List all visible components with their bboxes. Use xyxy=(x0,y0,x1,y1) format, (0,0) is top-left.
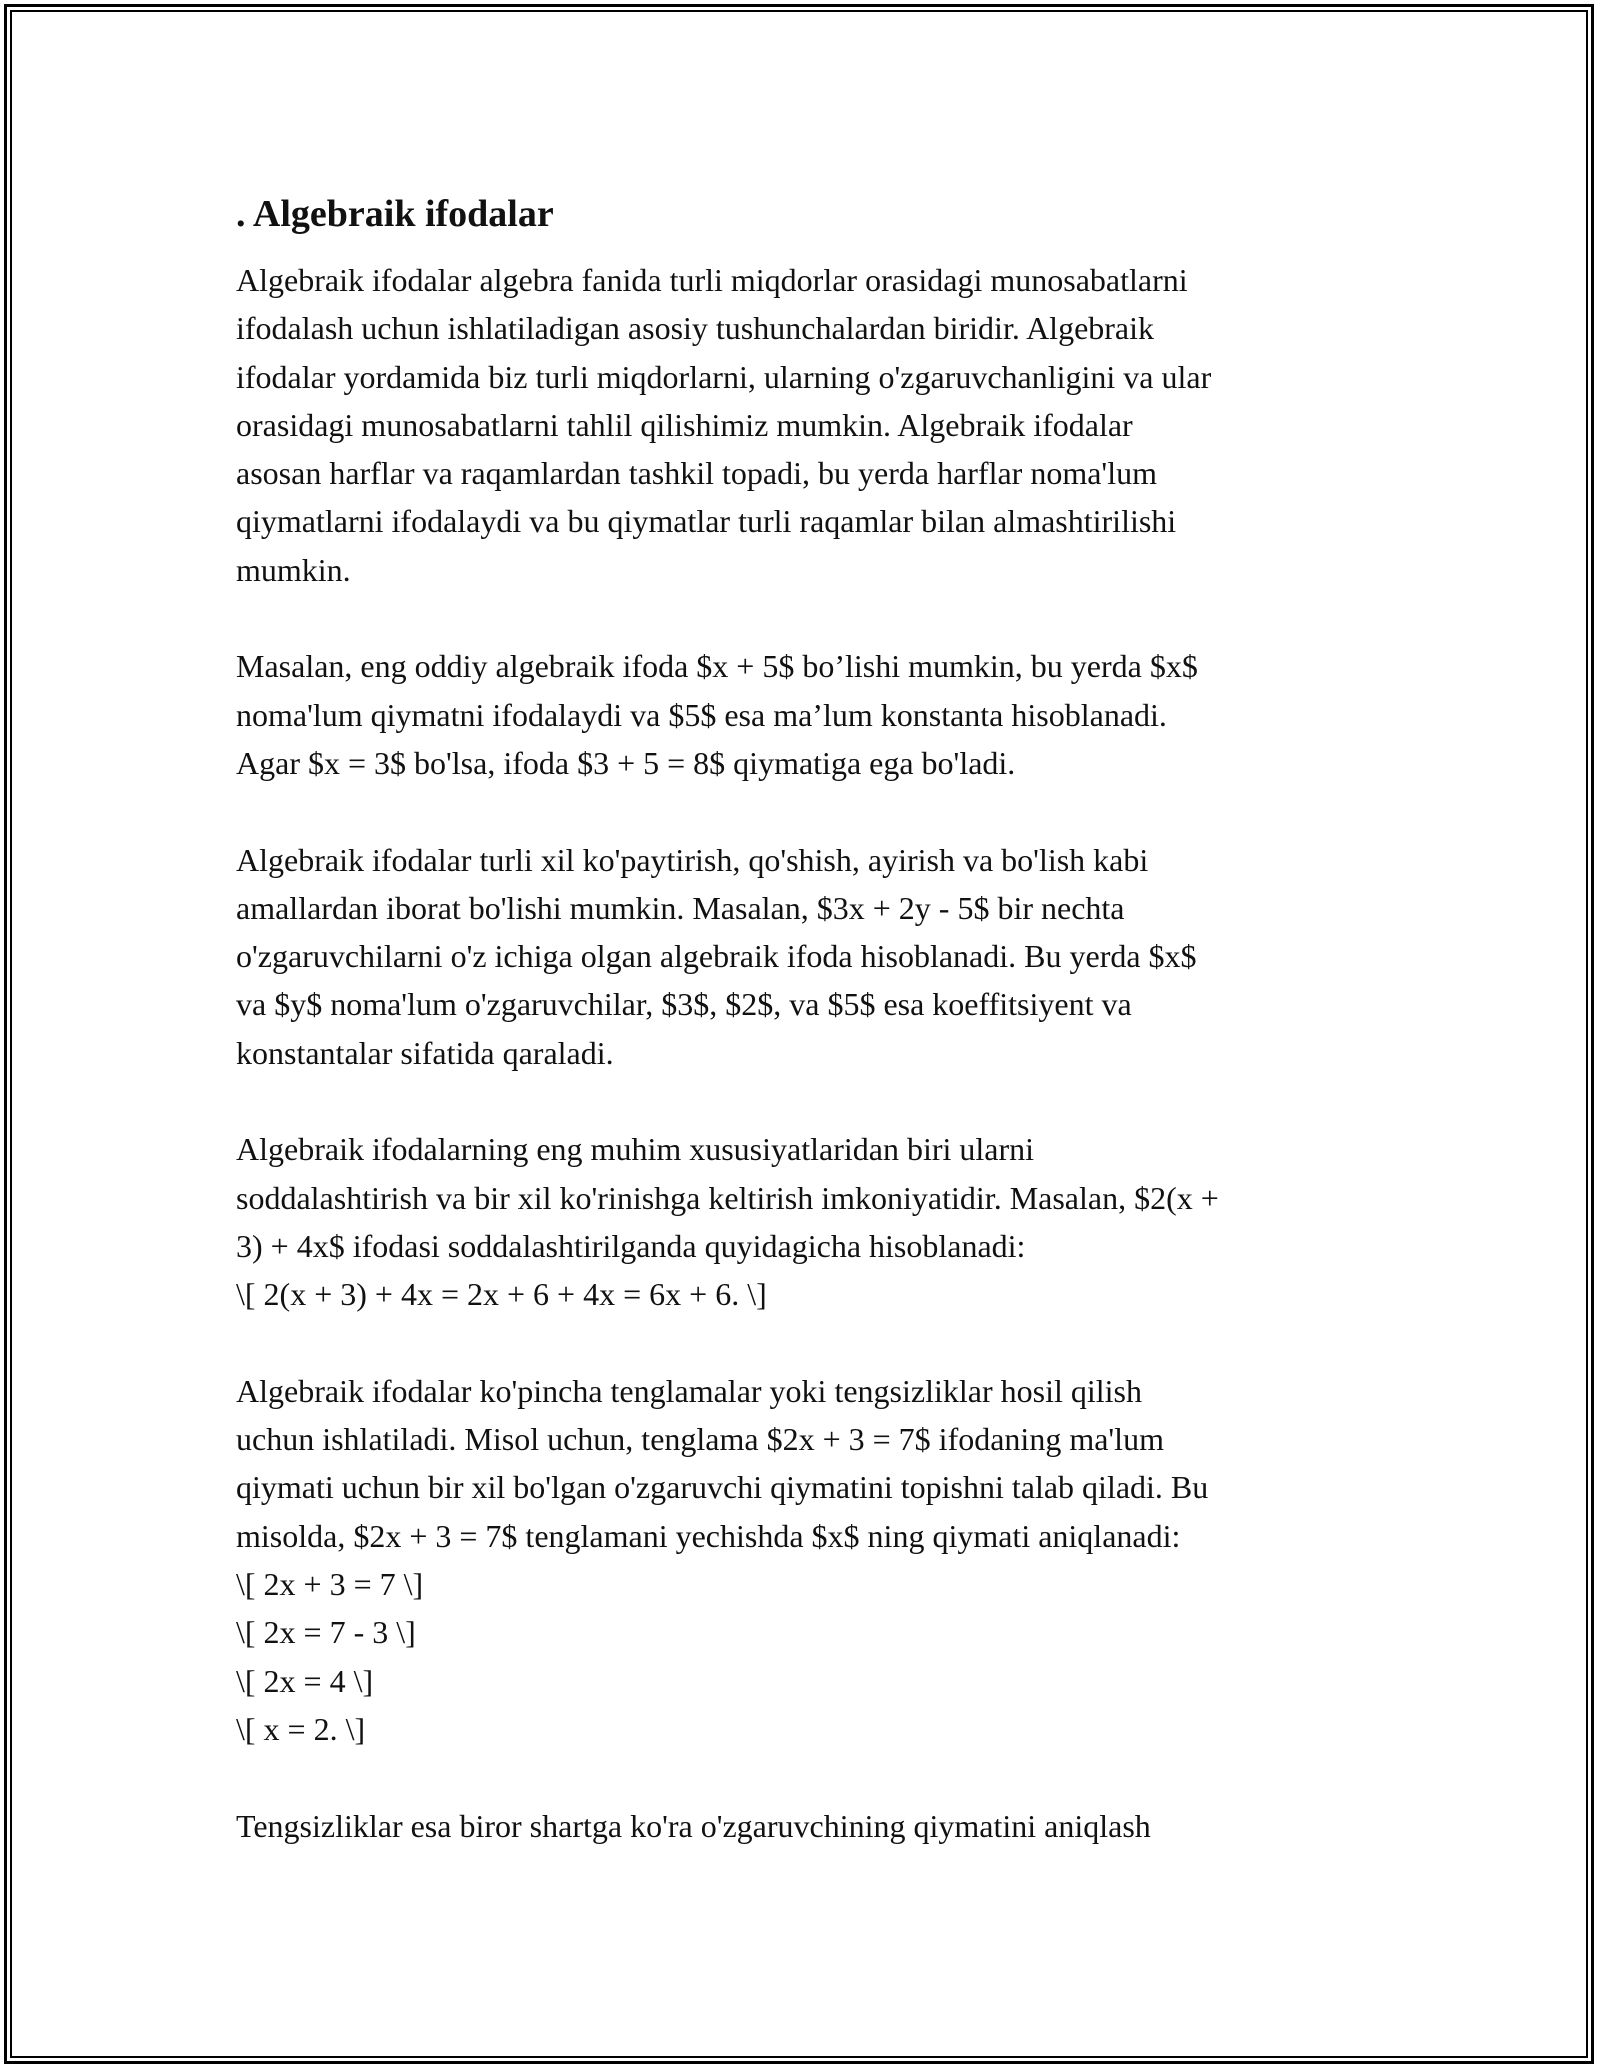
text-line: Masalan, eng oddiy algebraik ifoda $x + 5$ bo’lishi mumkin, bu yerda $x$ xyxy=(236,648,1198,685)
paragraph-container xyxy=(236,256,1376,1850)
text-line: ifodalash uchun ishlatiladigan asosiy tushunchalardan biridir. Algebraik xyxy=(236,310,1155,347)
text-line: Tengsizliklar esa biror shartga ko'ra o'zgaruvchining qiymatini aniqlash xyxy=(236,1807,1151,1844)
text-line: qiymatlarni ifodalaydi va bu qiymatlar turli raqamlar bilan almashtirilishi xyxy=(236,503,1177,540)
text-line: Agar $x = 3$ bo'lsa, ifoda $3 + 5 = 8$ qiymatiga ega bo'ladi. xyxy=(236,744,1016,781)
text-line: qiymati uchun bir xil bo'lgan o'zgaruvchi qiymatini topishni talab qiladi. Bu xyxy=(236,1469,1209,1506)
text-line: Algebraik ifodalar ko'pincha tenglamalar yoki tengsizliklar hosil qilish xyxy=(236,1372,1142,1409)
text-line: \[ 2(x + 3) + 4x = 2x + 6 + 4x = 6x + 6. \] xyxy=(236,1276,767,1313)
text-line: konstantalar sifatida qaraladi. xyxy=(236,1034,614,1071)
paragraph xyxy=(236,256,1376,594)
paragraph xyxy=(236,1367,1376,1753)
text-line: mumkin. xyxy=(236,551,351,588)
text-line: \[ 2x = 7 - 3 \] xyxy=(236,1614,416,1651)
paragraph xyxy=(236,1802,1376,1850)
text-line: o'zgaruvchilarni o'z ichiga olgan algebraik ifoda hisoblanadi. Bu yerda $x$ xyxy=(236,938,1197,975)
text-line: \[ x = 2. \] xyxy=(236,1710,366,1747)
text-line: Algebraik ifodalar turli xil ko'paytirish, qo'shish, ayirish va bo'lish kabi xyxy=(236,841,1149,878)
text-line: amallardan iborat bo'lishi mumkin. Masalan, $3x + 2y - 5$ bir nechta xyxy=(236,889,1125,926)
text-line: noma'lum qiymatni ifodalaydi va $5$ esa ma’lum konstanta hisoblanadi. xyxy=(236,696,1167,733)
text-line: uchun ishlatiladi. Misol uchun, tenglama $2x + 3 = 7$ ifodaning ma'lum xyxy=(236,1421,1164,1458)
paragraph xyxy=(236,1125,1376,1318)
text-line: orasidagi munosabatlarni tahlil qilishimiz mumkin. Algebraik ifodalar xyxy=(236,406,1133,443)
text-line: Algebraik ifodalar algebra fanida turli miqdorlar orasidagi munosabatlarni xyxy=(236,262,1188,298)
text-line: ifodalar yordamida biz turli miqdorlarni, ularning o'zgaruvchanligini va ular xyxy=(236,358,1212,395)
text-line: \[ 2x + 3 = 7 \] xyxy=(236,1566,424,1603)
paragraph xyxy=(236,836,1376,1077)
text-line: soddalashtirish va bir xil ko'rinishga keltirish imkoniyatidir. Masalan, $2(x + xyxy=(236,1179,1219,1216)
text-line: va $y$ noma'lum o'zgaruvchilar, $3$, $2$, va $5$ esa koeffitsiyent va xyxy=(236,986,1132,1023)
paragraph xyxy=(236,642,1376,787)
text-line: misolda, $2x + 3 = 7$ tenglamani yechishda $x$ ning qiymati aniqlanadi: xyxy=(236,1517,1181,1554)
text-line: Algebraik ifodalarning eng muhim xususiyatlaridan biri ularni xyxy=(236,1131,1035,1168)
text-line: asosan harflar va raqamlardan tashkil topadi, bu yerda harflar noma'lum xyxy=(236,455,1157,492)
document-body xyxy=(236,184,1376,1898)
section-heading: . Algebraik ifodalar xyxy=(236,193,554,235)
text-line: \[ 2x = 4 \] xyxy=(236,1662,374,1699)
text-line: 3) + 4x$ ifodasi soddalashtirilganda quyidagicha hisoblanadi: xyxy=(236,1227,1026,1264)
